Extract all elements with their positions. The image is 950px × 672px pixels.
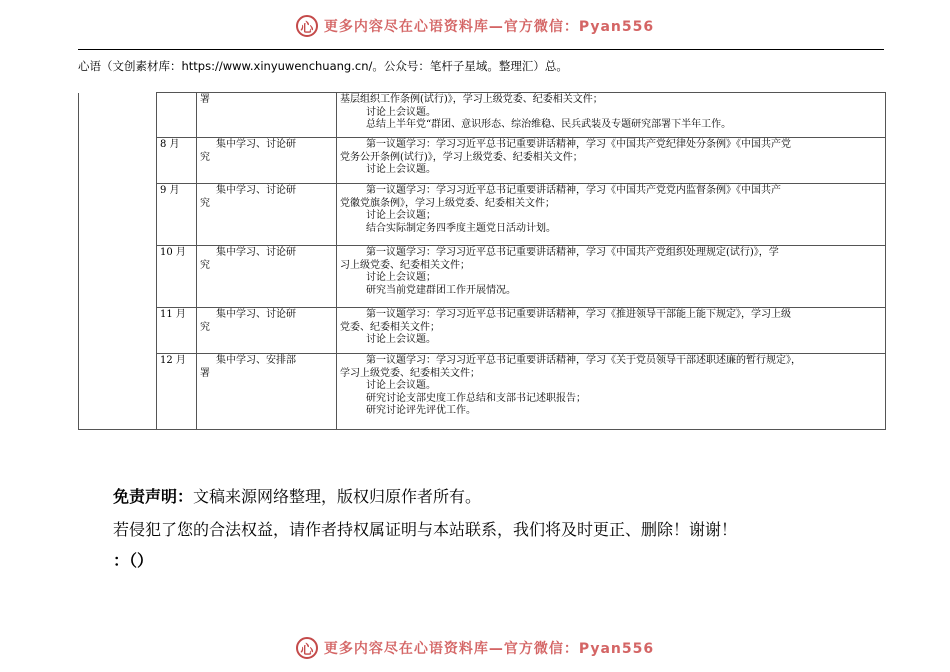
month-cell: 11 月 [157, 308, 197, 354]
xinyu-logo-icon: 心 [296, 637, 318, 659]
month-cell: 12 月 [157, 354, 197, 430]
topic-cell: 署 [197, 93, 337, 138]
content-cell: 基层组织工作条例(试行)》，学习上级党委、纪委相关文件； 讨论上会议题。 总结上半年党“群团、意识形态、综治维稳、民兵武装及专题研究部署下半年工作。 [337, 93, 886, 138]
table-row [79, 354, 886, 430]
table-row [79, 184, 886, 246]
banner-text: 更多内容尽在心语资料库—官方微信：Pyan556 [323, 641, 655, 657]
xinyu-logo-icon: 心 [296, 15, 318, 37]
topic-cell: 集中学习、讨论研 究 [197, 184, 337, 246]
table-row [79, 246, 886, 308]
top-watermark-banner [0, 12, 950, 40]
month-cell: 8 月 [157, 138, 197, 184]
study-plan-table [78, 92, 886, 430]
table-row [79, 93, 886, 138]
page-header: 心语（文创素材库：https://www.xinyuwenchuang.cn/。公众号：笔杆子星域。整理汇）总。 [78, 59, 568, 73]
disclaimer-text: 文稿来源网络整理，版权归原作者所有。 [193, 487, 482, 506]
disclaimer-line-1 [113, 484, 481, 507]
content-cell: 第一议题学习：学习习近平总书记重要讲话精神，学习《中国共产党纪律处分条例》《中国共产党 党务公开条例(试行)》，学习上级党委、纪委相关文件； 讨论上会议题。 [337, 138, 886, 184]
table-row [79, 138, 886, 184]
content-cell: 第一议题学习：学习习近平总书记重要讲话精神，学习《关于党员领导干部述职述廉的暂行规定》， 学习上级党委、纪委相关文件； 讨论上会议题。 研究讨论支部史度工作总结和支部书记述职报告； 研究讨论评先评优工作。 [337, 354, 886, 430]
banner-text: 更多内容尽在心语资料库—官方微信：Pyan556 [323, 19, 655, 35]
disclaimer-line-3: ：（） [113, 551, 154, 570]
topic-cell: 集中学习、讨论研 究 [197, 246, 337, 308]
header-divider [78, 49, 884, 50]
bottom-watermark-banner [0, 634, 950, 662]
topic-cell: 集中学习、安排部 署 [197, 354, 337, 430]
topic-cell: 集中学习、讨论研 究 [197, 308, 337, 354]
month-cell: 9 月 [157, 184, 197, 246]
topic-cell: 集中学习、讨论研 究 [197, 138, 337, 184]
disclaimer-label: 免责声明： [113, 487, 194, 506]
content-cell: 第一议题学习：学习习近平总书记重要讲话精神，学习《推进领导干部能上能下规定》，学习上级 党委、纪委相关文件； 讨论上会议题。 [337, 308, 886, 354]
disclaimer-line-2: 若侵犯了您的合法权益，请作者持权属证明与本站联系，我们将及时更正、删除！谢谢！ [113, 520, 738, 539]
content-cell: 第一议题学习：学习习近平总书记重要讲话精神，学习《中国共产党党内监督条例》《中国共产 党徽党旗条例》，学习上级党委、纪委相关文件； 讨论上会议题； 结合实际制定务四季度主题党日活动计划。 [337, 184, 886, 246]
month-cell: 10 月 [157, 246, 197, 308]
content-cell: 第一议题学习：学习习近平总书记重要讲话精神，学习《中国共产党组织处理规定(试行)》，学 习上级党委、纪委相关文件； 讨论上会议题； 研究当前党建群团工作开展情况。 [337, 246, 886, 308]
month-cell [157, 93, 197, 138]
empty-category-cell [79, 93, 157, 430]
table-row [79, 308, 886, 354]
